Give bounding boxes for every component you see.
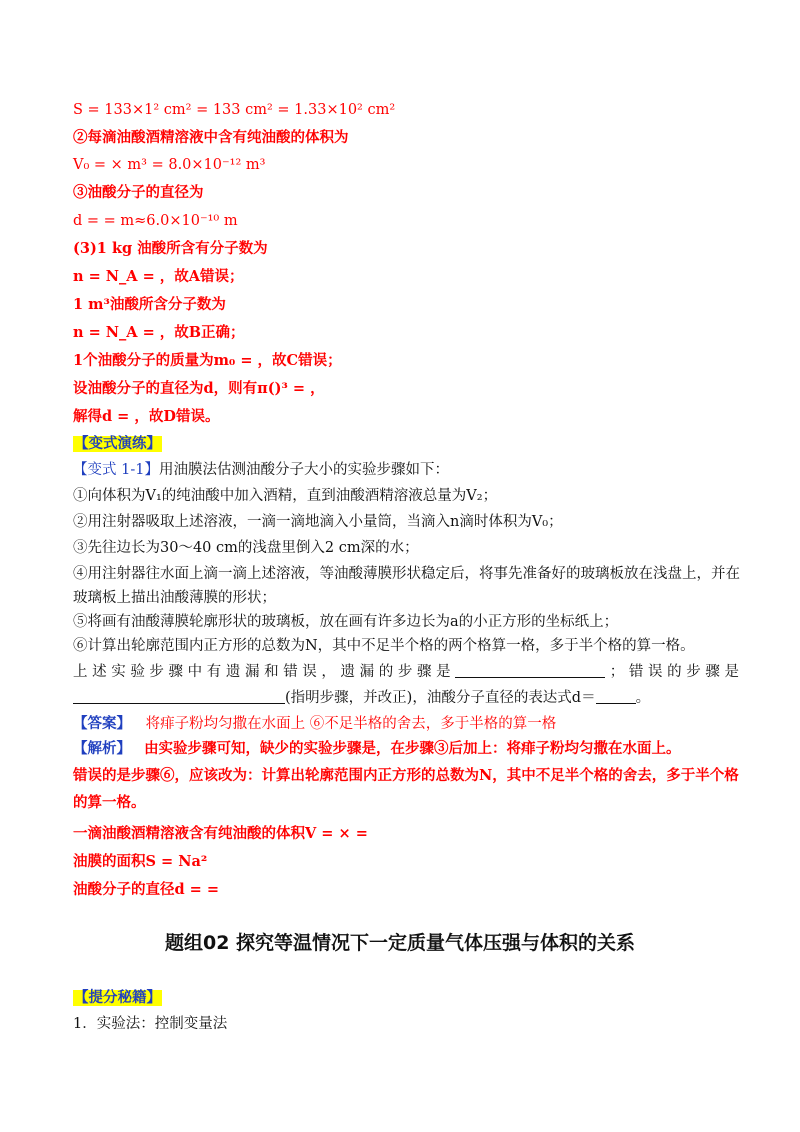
diameter-equation: d = = m≈6.0×10⁻¹⁰ m [73,213,238,229]
question-line-1: 上 述 实 验 步 骤 中 有 遗 漏 和 错 误 ， 遗 漏 的 步 骤 是 ； 错 误 的 步 骤 是 [73,664,739,680]
diameter-assumption: 设油酸分子的直径为d，则有π()³ = ， [73,380,325,397]
answer-line [73,714,556,734]
step-3: ③先往边长为30～40 cm的浅盘里倒入2 cm深的水； [73,540,419,556]
answer-blank-omitted-step[interactable] [455,663,605,678]
analysis-line-3: 的算一格。 [73,794,146,811]
step-2-heading: ②每滴油酸酒精溶液中含有纯油酸的体积为 [73,129,349,146]
step-6: ⑥计算出轮廓范围内正方形的总数为N，其中不足半个格的两个格算一格，多于半个格的算一格。 [73,638,695,654]
step-4: ④用注射器往水面上滴一滴上述溶液，等油酸薄膜形状稳定后，将事先准备好的玻璃板放在浅盘上，并在 [73,566,740,582]
tips-section-label: 【提分秘籍】 [74,990,161,1006]
option-a-equation: n = N_A = ，故A错误； [73,268,244,285]
answer-blank-wrong-step[interactable] [73,689,285,704]
part-3-heading: (3)1 kg 油酸所含有分子数为 [73,240,268,257]
analysis-line-1: 【解析】 由实验步骤可知，缺少的实验步骤是，在步骤③后加上：将痱子粉均匀撒在水面上。 [73,740,681,757]
step-1: ①向体积为V₁的纯油酸中加入酒精，直到油酸酒精溶液总量为V₂； [73,488,498,504]
answer-text: 将痱子粉均匀撒在水面上 ⑥不足半格的舍去，多于半格的算一格 [145,716,557,732]
analysis-line-2: 错误的是步骤⑥，应该改为：计算出轮廓范围内正方形的总数为N，其中不足半个格的舍去，多于半个格 [73,767,739,784]
option-c-line: 1个油酸分子的质量为m₀ = ，故C错误； [73,352,342,369]
answer-blank-diameter[interactable] [596,689,636,704]
analysis-label: 【解析】 [73,740,131,757]
analysis-diameter: 油酸分子的直径d = = [73,881,220,898]
step-3-heading: ③油酸分子的直径为 [73,184,204,201]
analysis-area: 油膜的面积S = Na² [73,853,208,870]
cubic-meter-heading: 1 m³油酸所含分子数为 [73,296,226,313]
area-equation: S = 133×1² cm² = 133 cm² = 1.33×10² cm² [73,102,396,118]
step-2: ②用注射器吸取上述溶液，一滴一滴地滴入小量筒，当滴入n滴时体积为V₀； [73,514,563,530]
option-b-equation: n = N_A = ，故B正确； [73,324,245,341]
step-5: ⑤将画有油酸薄膜轮廓形状的玻璃板，放在画有许多边长为a的小正方形的坐标纸上； [73,614,619,630]
answer-label: 【答案】 [73,715,131,732]
step-4-continued: 玻璃板上描出油酸薄膜的形状； [73,590,276,606]
analysis-volume: 一滴油酸酒精溶液含有纯油酸的体积V = × = [73,825,368,842]
variation-tag: 【变式 1-1】 [73,462,159,478]
variation-section-label: 【变式演练】 [74,436,161,452]
variation-intro: 【变式 1-1】用油膜法估测油酸分子大小的实验步骤如下： [73,462,449,478]
volume-equation: V₀ = × m³ = 8.0×10⁻¹² m³ [73,157,266,173]
group-title: 题组02 探究等温情况下一定质量气体压强与体积的关系 [164,932,636,954]
tips-item-1: 1．实验法：控制变量法 [73,1016,228,1032]
option-d-line: 解得d = ，故D错误。 [73,408,220,425]
question-line-2: (指明步骤，并改正)，油酸分子直径的表达式d＝ 。 [73,688,650,708]
